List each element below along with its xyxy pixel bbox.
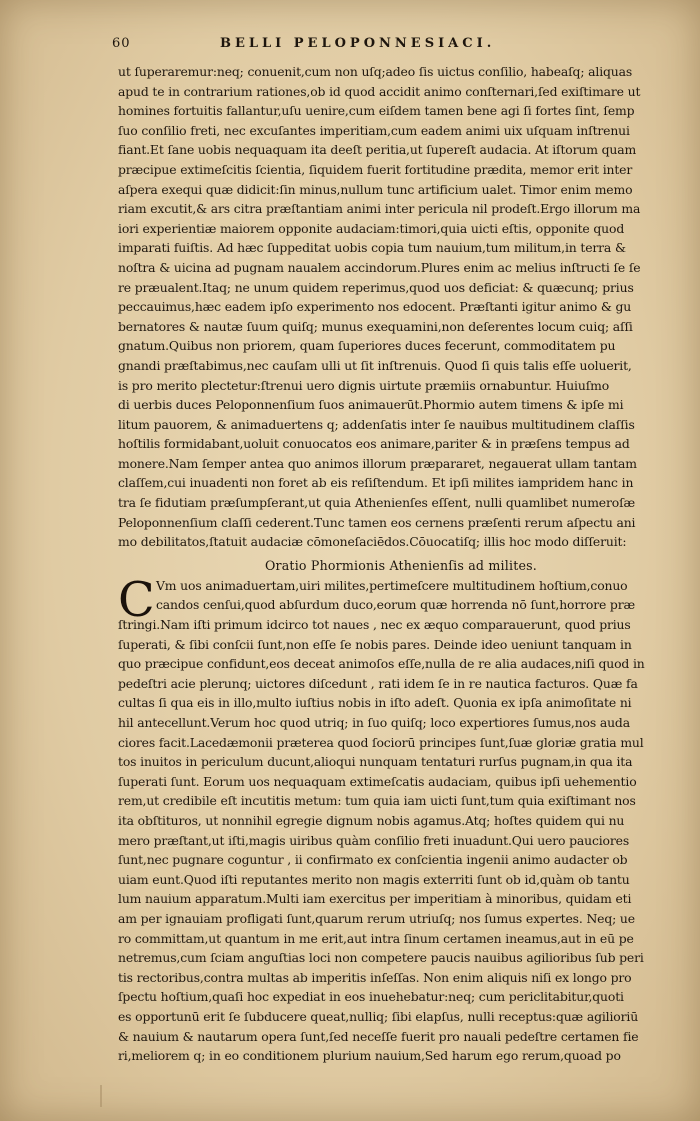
text-line: ciores facit.Lacedæmonii præterea quod ſociorū principes ſunt,ſuæ gloriæ gratia mul [118,734,644,750]
text-line: di uerbis duces Peloponnenſium ſuos animauerūt.Phormio autem timens & ipſe mi [118,397,624,413]
text-line: Peloponnenſium claſſi cederent.Tunc tamen eos cernens præſenti rerum aſpectu ani [118,514,636,530]
text-line: mo debilitatos,ſtatuit audaciæ cōmoneſaciēdos.Cōuocatiſq; illis hoc modo diſſeruit: [118,534,627,550]
text-line: ſuperati ſunt. Eorum uos nequaquam extimeſcatis audaciam, quibus ipſi uehementio [118,773,637,789]
text-line: claſſem,cui inuadenti non foret ab eis reſiſtendum. Et ipſi milites iampridem hanc in [118,475,634,491]
text-line: candos cenſui,quod abſurdum duco,eorum quæ horrenda nō ſunt,horrore præ [156,597,635,613]
text-line: peccauimus,hæc eadem ipſo experimento nos edocent. Præſtanti igitur animo & gu [118,299,632,315]
text-line: hil antecellunt.Verum hoc quod utriq; in ſuo quiſq; loco expertiores ſumus,nos auda [118,715,630,730]
text-line: bernatores & nautæ ſuum quiſq; munus exequamini,non deſerentes locum cuiq; aſſi [118,318,633,334]
text-line: quo præcipue confidunt,eos deceat animoſos eſſe,nulla de re alia audaces,niſi quod in [118,656,645,672]
text-line: pedeſtri acie plerunq; uictores diſcedunt , rati idem ſe in re nautica facturos. Quæ fa [118,675,638,691]
text-line: is pro merito plectetur:ſtrenui uero dignis uirtute præmiis ornabuntur. Huiuſmo [118,377,610,393]
page-header [112,36,632,56]
text-block [118,62,684,1066]
text-line: ſtringi.Nam iſti primum idcirco tot naues , nec ex æquo comparauerunt, quod prius [118,617,631,633]
text-line: monere.Nam ſemper antea quo animos illorum præpararet, negauerat ullam tantam [118,455,637,471]
text-line: ut ſuperaremur:neq; conuenit,cum non uſq;adeo ſis uictus conſilio, habeaſq; aliquas [118,64,633,79]
body-paragraph [118,62,684,552]
text-line: ita obſtituros, ut nonnihil egregie dignum nobis agamus.Atq; hoſtes quidem qui nu [118,812,625,828]
text-line: litum pauorem, & animaduertens q; addenſatis inter ſe nauibus multitudinem claſſis [118,416,635,432]
text-line: iori experientiæ maiorem opponite audaciam:timori,quia uicti eſtis, opponite quod [118,220,625,236]
text-line: tis rectoribus,contra multas ab imperitis inſeſſas. Non enim aliquis niſi ex longo pro [118,969,632,985]
text-line: fiant.Et ſane uobis nequaquam ita deeſt peritia,ut ſupereſt audacia. At iſtorum quam [118,142,637,158]
text-line: præcipue extimeſcitis ſcientia, ſiquidem fuerit fortitudine prædita, memor erit inter [118,161,633,177]
text-line: lum nauium apparatum.Multi iam exercitus per imperitiam à minoribus, quidam eti [118,891,632,907]
text-line: re præualent.Itaq; ne unum quidem reperimus,quod uos deficiat: & quæcunq; prius [118,279,634,295]
running-title: BELLI PELOPONNESIACI. [220,36,496,51]
text-line: gnandi præſtabimus,nec cauſam ulli ut ſit inſtrenuis. Quod ſi quis talis eſſe uoluerit, [118,357,632,373]
text-line: aſpera exequi quæ didicit:ſin minus,nullum tunc artificium ualet. Timor enim memo [118,181,633,197]
text-line: netremus,cum ſciam anguſtias loci non competere paucis nauibus agilioribus ſub peri [118,950,644,966]
oration-title: Oratio Phormionis Athenienſis ad milites. [264,557,537,573]
page-number: 60 [112,36,131,51]
text-line: rem,ut credibile eſt incutitis metum: tum quia iam uicti ſunt,tum quia exiſtimant nos [118,793,636,809]
oration-section [118,556,684,1066]
text-line: imparati fuiſtis. Ad hæc ſuppeditat uobis copia tum nauium,tum militum,in terra & [118,240,626,256]
text-line: ſpectu hoſtium,quaſi hoc expediat in eos inuehebatur:neq; cum periclitabitur,quoti [118,989,624,1005]
text-line: apud te in contrarium rationes,ob id quod accidit animo conſternari,ſed exiſtimare ut [118,83,641,99]
margin-mark [100,1085,102,1107]
text-line: am per ignauiam profligati ſunt,quarum rerum utriuſq; nos ſumus expertes. Neq; ue [118,910,635,926]
text-line: & nauium & nautarum opera ſunt,ſed neceſſe fuerit pro nauali pedeſtre certamen fie [118,1028,639,1044]
text-line: ſunt,nec pugnare coguntur , ii confirmato ex conſcientia ingenii animo audacter ob [118,852,628,868]
text-line: ri,meliorem q; in eo conditionem plurium nauium,Sed harum ego rerum,quoad po [118,1048,621,1064]
oration-text [118,571,684,1066]
text-line: hoſtilis formidabant,uoluit conuocatos eos animare,pariter & in præſens tempus ad [118,436,630,452]
text-line: uiam eunt.Quod iſti reputantes merito non magis exterriti ſunt ob id,quàm ob tantu [118,871,630,887]
text-line: gnatum.Quibus non priorem, quam ſuperiores duces fecerunt, commoditatem pu [118,338,616,354]
text-line: noſtra & uicina ad pugnam naualem accindorum.Plures enim ac melius inſtructi ſe ſe [118,259,641,275]
text-line: ro committam,ut quantum in me erit,aut intra ſinum certamen ineamus,aut in eū pe [118,930,634,946]
text-line: riam excutit,& ars citra præſtantiam animi inter pericula nil prodeſt.Ergo illorum ma [118,201,641,217]
drop-cap-initial: C [118,571,155,628]
text-line: Vm uos animaduertam,uiri milites,pertimeſcere multitudinem hoſtium,conuo [156,577,628,593]
text-line: es opportunū erit ſe ſubducere queat,nulliq; ſibi elapſus, nulli receptus:quæ agilioriū [118,1008,639,1024]
text-line: tra ſe fidutiam præſumpſerant,ut quia Athenienſes eſſent, nulli quamlibet numeroſæ [118,495,636,511]
text-line: ſuo conſilio freti, nec excuſantes imperitiam,cum eadem animi uix uſquam inſtrenui [118,122,630,138]
text-line: homines fortuitis fallantur,uſu uenire,cum eiſdem tamen bene agi ſi fortes ſint, ſemp [118,103,635,119]
text-line: ſuperati, & ſibi conſcii ſunt,non eſſe ſe nobis pares. Deinde ideo ueniunt tanquam in [118,636,632,652]
text-line: mero præſtant,ut iſti,magis uiribus quàm conſilio freti inuadunt.Qui uero pauciores [118,832,630,848]
text-line: tos inuitos in periculum ducunt,alioqui nunquam tentaturi rurſus pugnam,in qua ita [118,754,633,770]
text-line: cultas ſi qua eis in illo,multo iuſtius nobis in iſto adeſt. Quonia ex ipſa animoſitate ni [118,695,632,711]
